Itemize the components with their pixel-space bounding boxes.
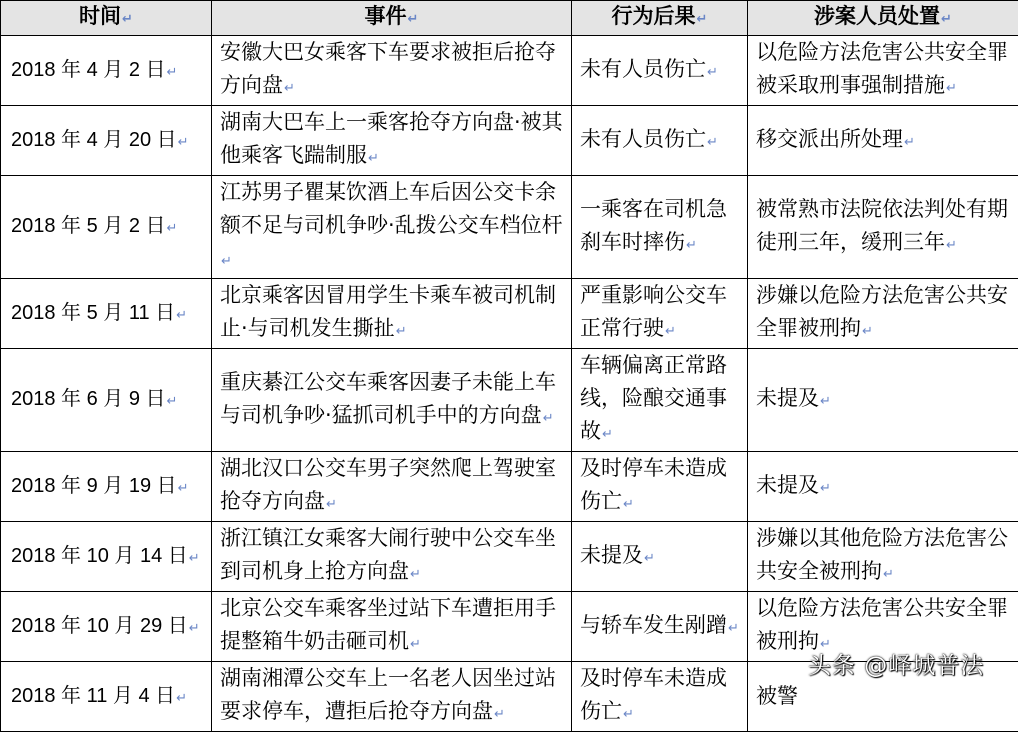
- cell-action: 被常熟市法院依法判处有期徒刑三年，缓刑三年↵: [748, 176, 1018, 279]
- cell-action: 涉嫌以危险方法危害公共安全罪被刑拘↵: [748, 279, 1018, 349]
- header-event: 事件↵: [212, 1, 572, 36]
- header-time: 时间↵: [1, 1, 212, 36]
- cell-date: 2018 年 5 月 2 日↵: [1, 176, 212, 279]
- table-row: [1, 452, 1018, 522]
- cell-event: 重庆綦江公交车乘客因妻子未能上车与司机争吵·猛抓司机手中的方向盘↵: [212, 349, 572, 452]
- cell-date: 2018 年 10 月 29 日↵: [1, 592, 212, 662]
- cell-event: 安徽大巴女乘客下车要求被拒后抢夺方向盘↵: [212, 36, 572, 106]
- table-row: [1, 522, 1018, 592]
- cell-result: 车辆偏离正常路线，险酿交通事故↵: [572, 349, 748, 452]
- cell-date: 2018 年 10 月 14 日↵: [1, 522, 212, 592]
- header-action: 涉案人员处置↵: [748, 1, 1018, 36]
- cell-action: 以危险方法危害公共安全罪被采取刑事强制措施↵: [748, 36, 1018, 106]
- cell-result: 及时停车未造成伤亡↵: [572, 452, 748, 522]
- cell-result: 未提及↵: [572, 522, 748, 592]
- cell-event: 北京乘客因冒用学生卡乘车被司机制止·与司机发生撕扯↵: [212, 279, 572, 349]
- table-row: [1, 106, 1018, 176]
- cell-event: 江苏男子瞿某饮酒上车后因公交卡余额不足与司机争吵·乱拨公交车档位杆↵: [212, 176, 572, 279]
- cell-date: 2018 年 11 月 4 日↵: [1, 662, 212, 732]
- watermark: 头条 @峄城普法: [808, 647, 984, 680]
- header-result: 行为后果↵: [572, 1, 748, 36]
- cell-date: 2018 年 4 月 20 日↵: [1, 106, 212, 176]
- cell-action: 以危险方法危害公共安全罪被刑拘↵: [748, 592, 1018, 662]
- table-row: [1, 349, 1018, 452]
- cell-action: 未提及↵: [748, 452, 1018, 522]
- cell-event: 北京公交车乘客坐过站下车遭拒用手提整箱牛奶击砸司机↵: [212, 592, 572, 662]
- table-row: [1, 36, 1018, 106]
- cell-result: 未有人员伤亡↵: [572, 36, 748, 106]
- table-row: [1, 176, 1018, 279]
- cell-result: 未有人员伤亡↵: [572, 106, 748, 176]
- cell-action: 涉嫌以其他危险方法危害公共安全被刑拘↵: [748, 522, 1018, 592]
- cell-date: 2018 年 9 月 19 日↵: [1, 452, 212, 522]
- cell-date: 2018 年 5 月 11 日↵: [1, 279, 212, 349]
- cell-event: 湖南湘潭公交车上一名老人因坐过站要求停车，遭拒后抢夺方向盘↵: [212, 662, 572, 732]
- cell-date: 2018 年 4 月 2 日↵: [1, 36, 212, 106]
- table-header-row: [1, 1, 1018, 36]
- cell-event: 浙江镇江女乘客大闹行驶中公交车坐到司机身上抢方向盘↵: [212, 522, 572, 592]
- cell-result: 及时停车未造成伤亡↵: [572, 662, 748, 732]
- cell-result: 严重影响公交车正常行驶↵: [572, 279, 748, 349]
- cell-action: 被警: [748, 662, 1018, 732]
- cell-result: 与轿车发生剐蹭↵: [572, 592, 748, 662]
- cell-event: 湖北汉口公交车男子突然爬上驾驶室抢夺方向盘↵: [212, 452, 572, 522]
- cell-action: 未提及↵: [748, 349, 1018, 452]
- cell-date: 2018 年 6 月 9 日↵: [1, 349, 212, 452]
- table-row: [1, 279, 1018, 349]
- cell-event: 湖南大巴车上一乘客抢夺方向盘·被其他乘客飞踹制服↵: [212, 106, 572, 176]
- cell-result: 一乘客在司机急刹车时摔伤↵: [572, 176, 748, 279]
- cell-action: 移交派出所处理↵: [748, 106, 1018, 176]
